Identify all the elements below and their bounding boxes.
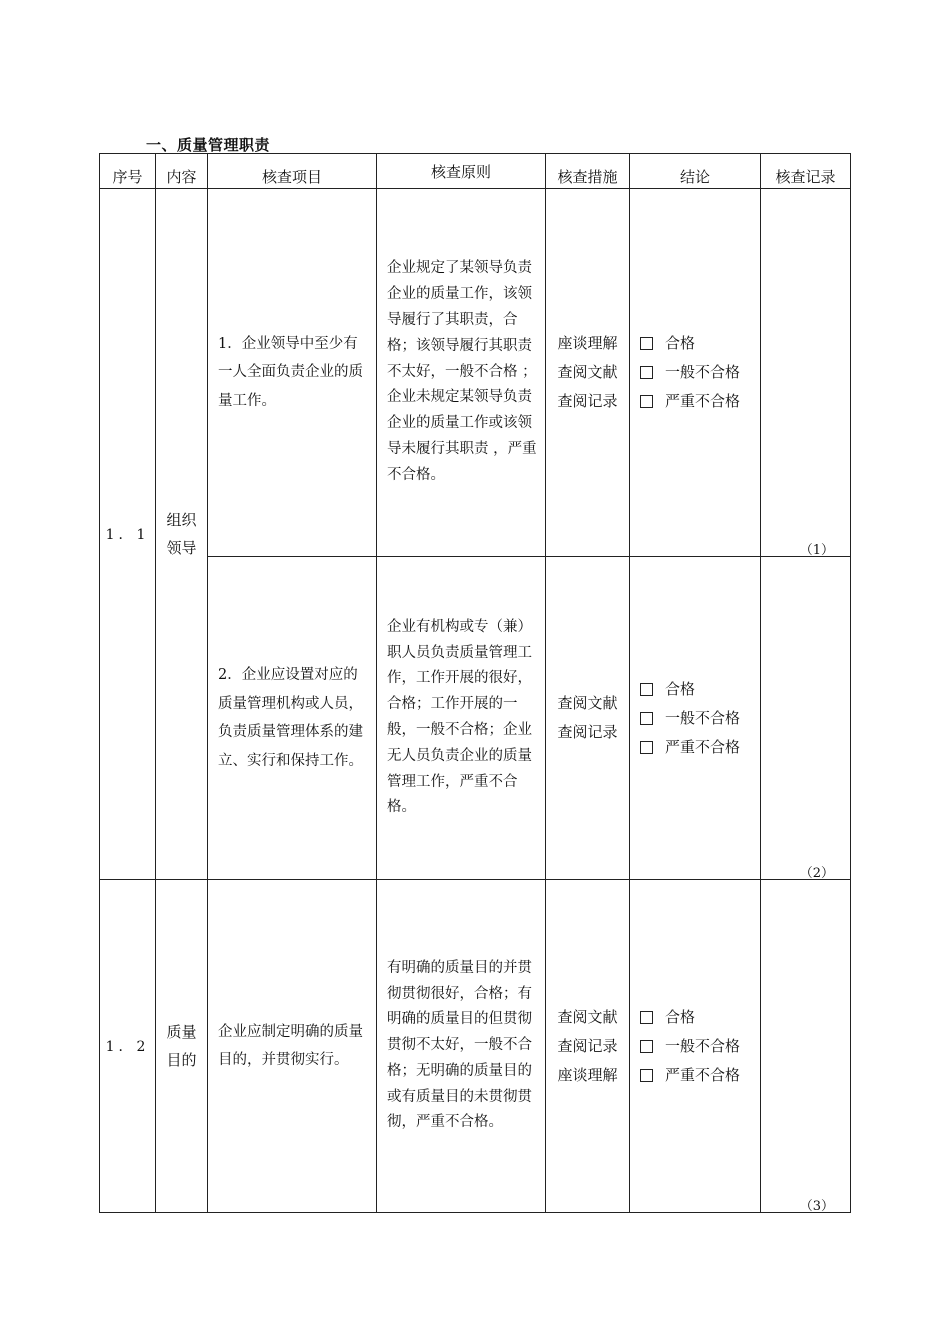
option-minor-fail[interactable]: 一般不合格: [640, 358, 760, 387]
checkbox-icon[interactable]: [640, 683, 653, 696]
table-row: [100, 189, 851, 557]
table-row: [100, 557, 851, 880]
check-principle: 企业有机构或专（兼）职人员负责质量管理工作，工作开展的很好，合格；工作开展的一般，一般不合格；企业无人员负责企业的质量管理工作，严重不合格。: [377, 557, 546, 880]
check-item: 企业应制定明确的质量目的，并贯彻实行。: [208, 880, 377, 1213]
check-measures: 座谈理解 查阅文献 查阅记录: [546, 189, 630, 557]
record-cell[interactable]: [761, 189, 851, 557]
option-major-fail[interactable]: 严重不合格: [640, 387, 760, 416]
checkbox-icon[interactable]: [640, 1011, 653, 1024]
option-pass[interactable]: 合格: [640, 329, 760, 358]
row-topic: 组织 领导: [156, 189, 208, 880]
row-topic: 质量 目的: [156, 880, 208, 1213]
record-cell[interactable]: [761, 557, 851, 880]
checkbox-icon[interactable]: [640, 337, 653, 350]
option-pass[interactable]: 合格: [640, 675, 760, 704]
option-major-fail[interactable]: 严重不合格: [640, 733, 760, 762]
check-item: 1．企业领导中至少有一人全面负责企业的质量工作。: [208, 189, 377, 557]
conclusion-options: [630, 880, 761, 1213]
checkbox-icon[interactable]: [640, 395, 653, 408]
check-measures: 查阅文献 查阅记录 座谈理解: [546, 880, 630, 1213]
check-principle: 企业规定了某领导负责企业的质量工作，该领导履行了其职责，合格；该领导履行其职责不太好，一般不合格 ；企业未规定某领导负责企业的质量工作或该领导未履行其职责 ，严重不合格。: [377, 189, 546, 557]
section-title: 一、质量管理职责: [146, 136, 271, 154]
header-item: 核查项目: [208, 154, 377, 189]
header-principle: 核查原则: [377, 154, 546, 189]
record-number: （1）: [799, 543, 834, 558]
row-number: 1．2: [100, 880, 156, 1213]
check-measures: 查阅文献 查阅记录: [546, 557, 630, 880]
option-minor-fail[interactable]: 一般不合格: [640, 1032, 760, 1061]
checkbox-icon[interactable]: [640, 366, 653, 379]
record-number: （3）: [799, 1199, 834, 1214]
checkbox-icon[interactable]: [640, 1069, 653, 1082]
option-minor-fail[interactable]: 一般不合格: [640, 704, 760, 733]
header-topic: 内容: [156, 154, 208, 189]
record-cell[interactable]: [761, 880, 851, 1213]
option-pass[interactable]: 合格: [640, 1003, 760, 1032]
header-no: 序号: [100, 154, 156, 189]
header-row: [100, 154, 851, 189]
check-principle: 有明确的质量目的并贯彻贯彻很好，合格；有明确的质量目的但贯彻贯彻不太好，一般不合格；无明确的质量目的或有质量目的未贯彻贯彻，严重不合格。: [377, 880, 546, 1213]
record-number: （2）: [799, 866, 834, 881]
checkbox-icon[interactable]: [640, 1040, 653, 1053]
header-record: 核查记录: [761, 154, 851, 189]
conclusion-options: [630, 557, 761, 880]
header-measure: 核查措施: [546, 154, 630, 189]
inspection-table: [99, 153, 851, 1213]
checkbox-icon[interactable]: [640, 741, 653, 754]
checkbox-icon[interactable]: [640, 712, 653, 725]
row-number: 1．1: [100, 189, 156, 880]
check-item: 2．企业应设置对应的质量管理机构或人员，负责质量管理体系的建立、实行和保持工作。: [208, 557, 377, 880]
table-row: [100, 880, 851, 1213]
option-major-fail[interactable]: 严重不合格: [640, 1061, 760, 1090]
header-conclusion: 结论: [630, 154, 761, 189]
conclusion-options: [630, 189, 761, 557]
